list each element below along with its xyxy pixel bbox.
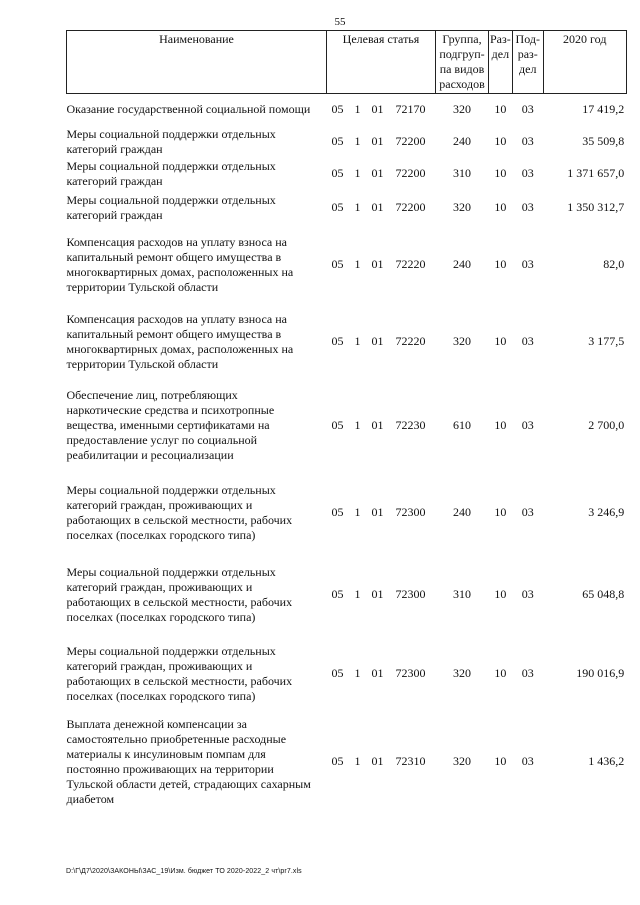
row-section: 10 xyxy=(494,754,507,768)
row-target-code: 05 1 01 72300 xyxy=(331,666,426,680)
file-path-footer: D:\Г\Д7\2020\ЗАКОНЫ\ЗАС_19\Изм. бюджет ТО 2020-2022_2 чт\pr7.xls xyxy=(66,868,302,875)
table-header-row xyxy=(67,31,627,94)
row-group: 320 xyxy=(453,102,471,117)
row-section: 10 xyxy=(494,334,507,348)
row-group: 310 xyxy=(453,166,471,180)
row-section: 10 xyxy=(494,102,507,117)
row-value: 65 048,8 xyxy=(582,587,625,601)
row-name: Компенсация расходов на уплату взноса на капитальный ремонт общего имущества в многоквартирных домах, расположенных на территории Тульской области xyxy=(66,311,294,371)
row-target-code: 05 1 01 72230 xyxy=(331,418,426,432)
row-section: 10 xyxy=(494,418,507,432)
row-section: 10 xyxy=(494,587,507,601)
row-target-code: 05 1 01 72220 xyxy=(331,257,426,271)
row-target-code: 05 1 01 72200 xyxy=(331,134,426,148)
row-target-code: 05 1 01 72200 xyxy=(331,166,426,180)
row-value: 3 177,5 xyxy=(588,334,625,348)
row-subsection: 03 xyxy=(521,334,534,348)
row-name: Меры социальной поддержки отдельных категорий граждан xyxy=(66,126,276,156)
row-subsection: 03 xyxy=(521,200,534,214)
row-group: 320 xyxy=(453,754,471,768)
row-subsection: 03 xyxy=(521,257,534,271)
row-subsection: 03 xyxy=(521,102,534,117)
row-subsection: 03 xyxy=(521,418,534,432)
row-section: 10 xyxy=(494,666,507,680)
row-target-code: 05 1 01 72300 xyxy=(331,505,426,519)
row-value: 1 371 657,0 xyxy=(567,166,625,180)
table-row xyxy=(67,190,627,226)
row-group: 320 xyxy=(453,200,471,214)
row-value: 17 419,2 xyxy=(582,102,625,117)
row-value: 1 436,2 xyxy=(588,754,625,768)
row-name: Меры социальной поддержки отдельных категорий граждан xyxy=(66,158,276,188)
table-row xyxy=(67,226,627,304)
row-group: 240 xyxy=(453,505,471,519)
table-row xyxy=(67,304,627,380)
row-name: Выплата денежной компенсации за самостоятельно приобретенные расходные материалы к инсулиновым помпам для постоянно проживающих на территории Тульской области детей, страдающих сахарным диабетом xyxy=(66,716,311,806)
row-target-code: 05 1 01 72310 xyxy=(331,754,426,768)
row-value: 2 700,0 xyxy=(588,418,625,432)
row-subsection: 03 xyxy=(521,505,534,519)
table-body xyxy=(67,94,627,812)
row-name: Обеспечение лиц, потребляющих наркотические средства и психотропные вещества, именными сертификатами на предоставление услуг по социальной реабилитации и ресоциализации xyxy=(66,388,275,462)
header-name: Наименование xyxy=(67,31,327,94)
row-value: 3 246,9 xyxy=(588,505,625,519)
row-value: 82,0 xyxy=(603,257,625,271)
row-section: 10 xyxy=(494,505,507,519)
row-name: Меры социальной поддержки отдельных категорий граждан, проживающих и работающих в сельской местности, рабочих поселках (поселках городского типа) xyxy=(66,564,293,624)
page-number: 55 xyxy=(334,16,346,28)
row-subsection: 03 xyxy=(521,666,534,680)
row-group: 320 xyxy=(453,666,471,680)
row-subsection: 03 xyxy=(521,134,534,148)
row-name: Компенсация расходов на уплату взноса на капитальный ремонт общего имущества в многоквартирных домах, расположенных на территории Тульской области xyxy=(66,234,294,294)
header-subsection: Под-раз-дел xyxy=(512,31,543,94)
row-group: 310 xyxy=(453,587,471,601)
row-target-code: 05 1 01 72220 xyxy=(331,334,426,348)
table-row xyxy=(67,554,627,636)
row-group: 610 xyxy=(453,418,471,432)
row-name: Меры социальной поддержки отдельных категорий граждан, проживающих и работающих в сельской местности, рабочих поселках (поселках городского типа) xyxy=(66,482,293,542)
row-subsection: 03 xyxy=(521,166,534,180)
header-year: 2020 год xyxy=(543,31,626,94)
row-group: 320 xyxy=(453,334,471,348)
row-group: 240 xyxy=(453,134,471,148)
table-row xyxy=(67,712,627,812)
budget-table xyxy=(66,30,627,812)
header-target: Целевая статья xyxy=(327,31,436,94)
row-section: 10 xyxy=(494,200,507,214)
table-row xyxy=(67,636,627,712)
row-value: 35 509,8 xyxy=(582,134,625,148)
table-row xyxy=(67,472,627,554)
row-section: 10 xyxy=(494,166,507,180)
row-group: 240 xyxy=(453,257,471,271)
table-row xyxy=(67,126,627,158)
row-target-code: 05 1 01 72200 xyxy=(331,200,426,214)
row-section: 10 xyxy=(494,257,507,271)
row-name: Меры социальной поддержки отдельных категорий граждан xyxy=(66,192,276,222)
row-target-code: 05 1 01 72170 xyxy=(331,102,426,117)
row-section: 10 xyxy=(494,134,507,148)
row-value: 190 016,9 xyxy=(576,666,625,680)
table-row xyxy=(67,94,627,126)
budget-table-wrapper xyxy=(66,30,627,812)
row-target-code: 05 1 01 72300 xyxy=(331,587,426,601)
table-row xyxy=(67,380,627,472)
row-name: Меры социальной поддержки отдельных категорий граждан, проживающих и работающих в сельской местности, рабочих поселках (поселках городского типа) xyxy=(66,643,293,703)
header-group: Группа, подгруп-па видов расходов xyxy=(436,31,489,94)
row-value: 1 350 312,7 xyxy=(567,200,625,214)
row-name: Оказание государственной социальной помощи xyxy=(66,102,311,117)
table-row xyxy=(67,158,627,190)
row-subsection: 03 xyxy=(521,754,534,768)
row-subsection: 03 xyxy=(521,587,534,601)
header-section: Раз-дел xyxy=(489,31,513,94)
